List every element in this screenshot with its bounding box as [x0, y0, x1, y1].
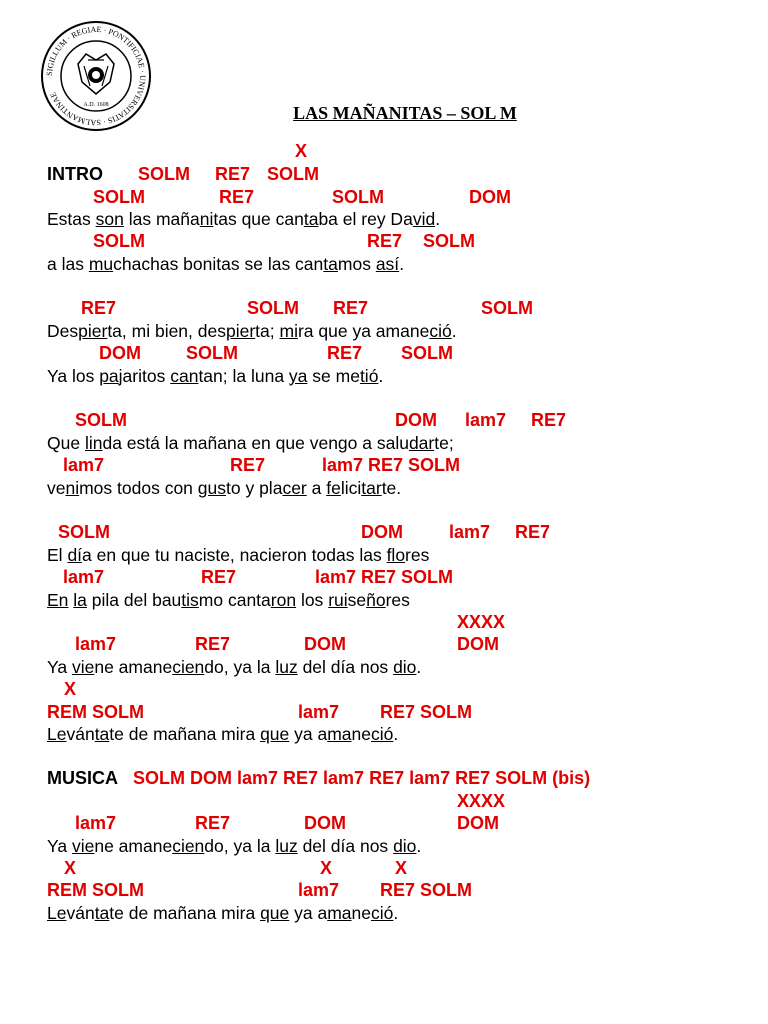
chord: RE7 — [515, 522, 551, 542]
song-line — [0, 656, 768, 678]
lyric-line: Estas son las mañanitas que cantaba el rey David. — [47, 209, 441, 229]
song-line — [0, 633, 768, 655]
lyric-line: venimos todos con gusto y placer a felicitarte. — [47, 478, 402, 498]
chord: SOLM — [423, 231, 475, 251]
song-line — [0, 365, 768, 387]
song-line — [0, 432, 768, 454]
chord: SOLM — [481, 298, 533, 318]
chord: DOM — [304, 813, 346, 833]
song-line — [0, 477, 768, 499]
chord: RE7 — [531, 410, 567, 430]
song-line — [0, 879, 768, 901]
chord: lam7 — [298, 702, 340, 722]
chord: lam7 RE7 SOLM — [322, 455, 461, 475]
lyric-line: a las muchachas bonitas se las cantamos así. — [47, 254, 405, 274]
song-line — [0, 767, 768, 789]
song-line — [0, 835, 768, 857]
chord: DOM — [395, 410, 437, 430]
song-line — [0, 902, 768, 924]
song-line — [0, 678, 768, 700]
lyric-line: Despierta, mi bien, despierta; mira que ya amaneció. — [47, 321, 457, 341]
chord: SOLM — [93, 231, 145, 251]
chord: lam7 — [75, 813, 117, 833]
chord: DOM — [469, 187, 511, 207]
section-label: INTRO — [47, 164, 103, 184]
chord: RE7 — [327, 343, 363, 363]
chord: DOM — [361, 522, 403, 542]
song-line — [0, 140, 768, 162]
song-line — [0, 812, 768, 834]
song-line — [0, 186, 768, 208]
chord: REM SOLM — [47, 702, 144, 722]
chord: X — [295, 141, 308, 161]
chord: lam7 — [75, 634, 117, 654]
chord: RE7 — [367, 231, 403, 251]
chord: SOLM DOM lam7 RE7 lam7 RE7 lam7 RE7 SOLM (bis) — [133, 768, 591, 788]
song-line — [0, 342, 768, 364]
song-line — [0, 297, 768, 319]
song-line — [0, 857, 768, 879]
svg-text:SIGILLUM · REGIAE · PONTIFICIA: SIGILLUM · REGIAE · PONTIFICIAE · UNIVERSITATIS · SALMANTINAE — [44, 24, 148, 128]
chord: SOLM — [186, 343, 238, 363]
chord: RE7 SOLM — [380, 880, 473, 900]
chord: SOLM — [93, 187, 145, 207]
chord: XXXX — [457, 612, 506, 632]
seal-date: A.D. 1608 — [83, 102, 109, 108]
song-line — [0, 521, 768, 543]
song-title: LAS MAÑANITAS – SOL M — [293, 103, 517, 123]
chord: RE7 — [230, 455, 266, 475]
lyric-line: El día en que tu naciste, nacieron todas las flores — [47, 545, 430, 565]
chord: RE7 — [195, 813, 231, 833]
song-line — [0, 701, 768, 723]
chord: SOLM — [138, 164, 190, 184]
chord: lam7 — [63, 455, 105, 475]
song-line — [0, 566, 768, 588]
chord: SOLM — [58, 522, 110, 542]
song-line — [0, 230, 768, 252]
lyric-line: En la pila del bautismo cantaron los ruiseñores — [47, 590, 410, 610]
chord: RE7 — [201, 567, 237, 587]
chord: RE7 — [219, 187, 255, 207]
chord: RE7 — [333, 298, 369, 318]
lyric-line: Ya viene amaneciendo, ya la luz del día nos dio. — [47, 836, 422, 856]
chord: DOM — [457, 813, 499, 833]
chord: lam7 RE7 SOLM — [315, 567, 454, 587]
chord: RE7 — [195, 634, 231, 654]
song-line — [0, 163, 768, 185]
song-line — [0, 790, 768, 812]
song-line — [0, 544, 768, 566]
chord: SOLM — [267, 164, 319, 184]
song-line — [0, 253, 768, 275]
chord: lam7 — [449, 522, 491, 542]
song-line — [0, 454, 768, 476]
chord: REM SOLM — [47, 880, 144, 900]
chord: SOLM — [247, 298, 299, 318]
chord: DOM — [304, 634, 346, 654]
chord: DOM — [457, 634, 499, 654]
chord: X — [64, 858, 77, 878]
chord: lam7 — [298, 880, 340, 900]
chord: RE7 — [215, 164, 251, 184]
lyric-line: Que linda está la mañana en que vengo a saludarte; — [47, 433, 454, 453]
song-line — [0, 589, 768, 611]
chord: XXXX — [457, 791, 506, 811]
song-line — [0, 409, 768, 431]
song-line — [0, 723, 768, 745]
chord: RE7 — [81, 298, 117, 318]
chord: X — [395, 858, 408, 878]
lyric-line: Ya viene amaneciendo, ya la luz del día nos dio. — [47, 657, 422, 677]
song-line — [0, 611, 768, 633]
chord: lam7 — [465, 410, 507, 430]
song-line — [0, 320, 768, 342]
chord: SOLM — [332, 187, 384, 207]
chord: X — [64, 679, 77, 699]
section-label: MUSICA — [47, 768, 118, 788]
lyric-line: Levántate de mañana mira que ya amaneció. — [47, 724, 399, 744]
song-line — [0, 208, 768, 230]
lyric-line: Levántate de mañana mira que ya amaneció. — [47, 903, 399, 923]
lyric-line: Ya los pajaritos cantan; la luna ya se metió. — [47, 366, 384, 386]
chord: RE7 SOLM — [380, 702, 473, 722]
chord: SOLM — [401, 343, 453, 363]
chord: DOM — [99, 343, 141, 363]
chord: lam7 — [63, 567, 105, 587]
chord: SOLM — [75, 410, 127, 430]
chord: X — [320, 858, 333, 878]
